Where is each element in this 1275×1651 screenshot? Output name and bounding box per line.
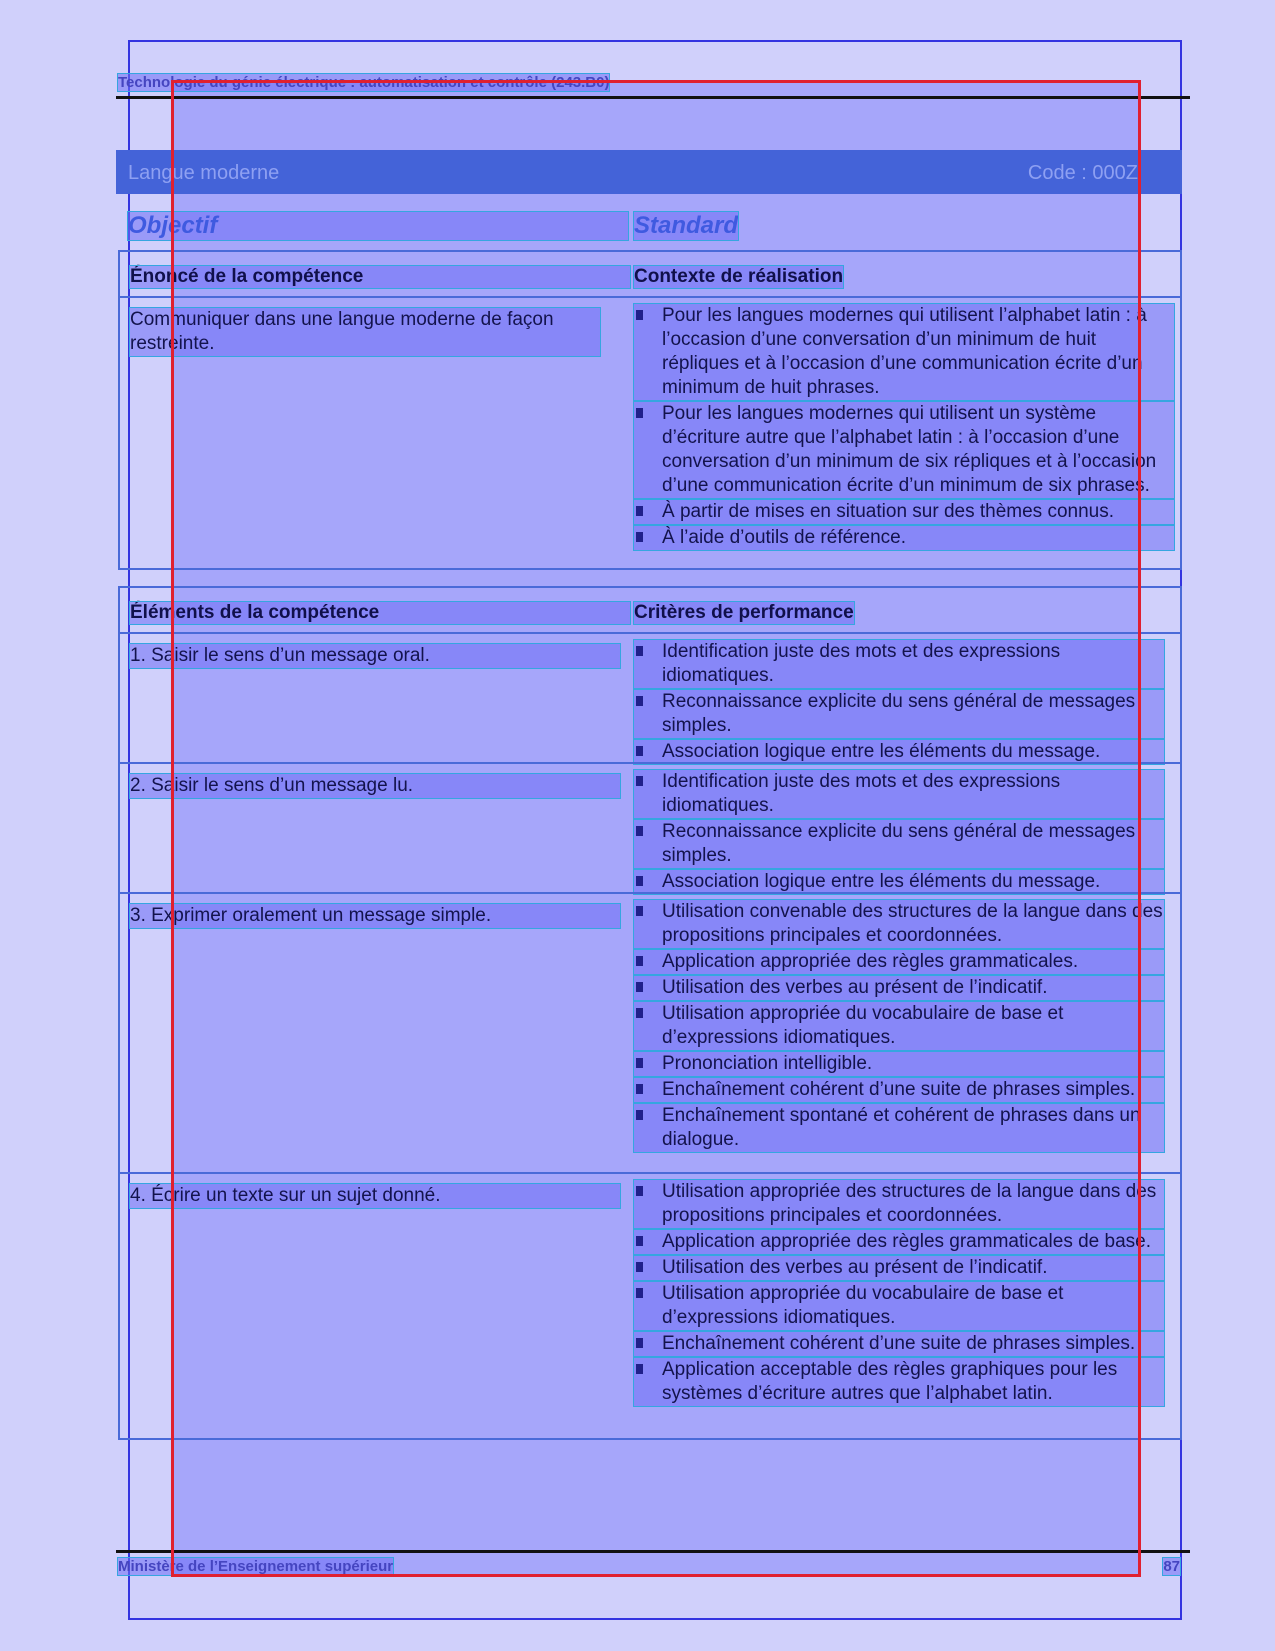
criteria-list-3	[634, 900, 1164, 1154]
list-item-text: Association logique entre les éléments du message.	[662, 741, 1101, 762]
bullet-icon	[636, 956, 643, 966]
list-item-text: Utilisation des verbes au présent de l’indicatif.	[662, 1257, 1048, 1278]
list-item-text: Application acceptable des règles graphiques pour les systèmes d’écriture autres que l’alphabet latin.	[662, 1359, 1118, 1404]
element-1: 1. Saisir le sens d’un message oral.	[130, 644, 620, 668]
list-item	[634, 1002, 1164, 1050]
running-header: Technologie du génie électrique : automatisation et contrôle (243.B0)	[118, 74, 610, 91]
criteria-heading: Critères de performance	[634, 602, 854, 623]
list-item	[634, 976, 1164, 1000]
list-item	[634, 526, 1174, 550]
bullet-icon	[636, 906, 643, 916]
elements-row-divider	[120, 632, 1180, 634]
list-item	[634, 1230, 1164, 1254]
list-item	[634, 402, 1174, 498]
list-item-text: Enchaînement cohérent d’une suite de phrases simples.	[662, 1079, 1136, 1100]
elements-heading: Éléments de la compétence	[130, 602, 630, 624]
objectif-label: Objectif	[128, 212, 628, 240]
list-item	[634, 900, 1164, 948]
bullet-icon	[636, 310, 643, 320]
list-item	[634, 740, 1164, 764]
list-item-text: Identification juste des mots et des expressions idiomatiques.	[662, 641, 1061, 686]
subject-title: Langue moderne	[128, 162, 280, 184]
list-item-text: Identification juste des mots et des expressions idiomatiques.	[662, 771, 1061, 816]
bullet-icon	[636, 1110, 643, 1120]
list-item	[634, 690, 1164, 738]
criteria-list-2	[634, 770, 1164, 896]
list-item	[634, 820, 1164, 868]
list-item-text: Pour les langues modernes qui utilisent un système d’écriture autre que l’alphabet latin : à l’occasion d’une conversation d’un minimum de six répliques et à l’occasion d’une communication écrite d’un minimum de six phrases.	[662, 403, 1157, 496]
list-item-text: Reconnaissance explicite du sens général de messages simples.	[662, 691, 1136, 736]
list-item-text: À l’aide d’outils de référence.	[662, 527, 906, 548]
list-item	[634, 1282, 1164, 1330]
context-heading: Contexte de réalisation	[634, 266, 844, 287]
list-item	[634, 1180, 1164, 1228]
list-item	[634, 1358, 1164, 1406]
bullet-icon	[636, 1186, 643, 1196]
bullet-icon	[636, 646, 643, 656]
bullet-icon	[636, 1262, 643, 1272]
list-item	[634, 770, 1164, 818]
bullet-icon	[636, 876, 643, 886]
bullet-icon	[636, 506, 643, 516]
bullet-icon	[636, 826, 643, 836]
list-item-text: Utilisation des verbes au présent de l’indicatif.	[662, 977, 1048, 998]
list-item-text: Association logique entre les éléments du message.	[662, 871, 1101, 892]
list-item-text: Enchaînement spontané et cohérent de phrases dans un dialogue.	[662, 1105, 1141, 1150]
list-item	[634, 950, 1164, 974]
criteria-list-1	[634, 640, 1164, 766]
list-item	[634, 1078, 1164, 1102]
header-divider	[116, 96, 1190, 99]
context-list	[634, 304, 1174, 552]
bullet-icon	[636, 1008, 643, 1018]
bullet-icon	[636, 532, 643, 542]
element-2: 2. Saisir le sens d’un message lu.	[130, 774, 620, 798]
footer-divider	[116, 1550, 1190, 1553]
enonce-heading: Énoncé de la compétence	[130, 266, 630, 288]
row-divider	[120, 762, 1180, 764]
list-item	[634, 640, 1164, 688]
bullet-icon	[636, 776, 643, 786]
bullet-icon	[636, 408, 643, 418]
list-item-text: Prononciation intelligible.	[662, 1053, 873, 1074]
course-code: Code : 000Z	[1027, 162, 1138, 184]
list-item	[634, 1256, 1164, 1280]
competence-statement: Communiquer dans une langue moderne de façon restreinte.	[130, 308, 600, 356]
bullet-icon	[636, 696, 643, 706]
bullet-icon	[636, 1288, 643, 1298]
bullet-icon	[636, 982, 643, 992]
element-3: 3. Exprimer oralement un message simple.	[130, 904, 620, 928]
list-item-text: À partir de mises en situation sur des thèmes connus.	[662, 501, 1115, 522]
bullet-icon	[636, 1338, 643, 1348]
list-item-text: Utilisation convenable des structures de la langue dans des propositions principales et coordonnées.	[662, 901, 1163, 946]
standard-label: Standard	[634, 212, 739, 239]
criteria-list-4	[634, 1180, 1164, 1408]
enonce-table	[118, 250, 1182, 570]
list-item-text: Pour les langues modernes qui utilisent l’alphabet latin : à l’occasion d’une conversation d’un minimum de huit répliques et à l’occasion d’une communication écrite d’un minimum de huit phrases.	[662, 305, 1147, 398]
elements-table	[118, 586, 1182, 1440]
bullet-icon	[636, 1364, 643, 1374]
list-item	[634, 304, 1174, 400]
bullet-icon	[636, 1084, 643, 1094]
list-item-text: Utilisation appropriée des structures de la langue dans des propositions principales et coordonnées.	[662, 1181, 1157, 1226]
list-item-text: Application appropriée des règles grammaticales de base.	[662, 1231, 1151, 1252]
list-item	[634, 1332, 1164, 1356]
footer-ministry: Ministère de l’Enseignement supérieur	[118, 1558, 394, 1575]
row-divider	[120, 1172, 1180, 1174]
list-item-text: Reconnaissance explicite du sens général de messages simples.	[662, 821, 1136, 866]
bullet-icon	[636, 746, 643, 756]
list-item-text: Application appropriée des règles grammaticales.	[662, 951, 1079, 972]
list-item	[634, 500, 1174, 524]
enonce-row-divider	[120, 296, 1180, 298]
list-item	[634, 870, 1164, 894]
element-4: 4. Écrire un texte sur un sujet donné.	[130, 1184, 620, 1208]
row-divider	[120, 892, 1180, 894]
list-item-text: Utilisation appropriée du vocabulaire de base et d’expressions idiomatiques.	[662, 1003, 1064, 1048]
list-item	[634, 1052, 1164, 1076]
list-item	[634, 1104, 1164, 1152]
page-number: 87	[1163, 1558, 1180, 1575]
title-bar	[116, 150, 1182, 194]
bullet-icon	[636, 1236, 643, 1246]
list-item-text: Enchaînement cohérent d’une suite de phrases simples.	[662, 1333, 1136, 1354]
bullet-icon	[636, 1058, 643, 1068]
list-item-text: Utilisation appropriée du vocabulaire de base et d’expressions idiomatiques.	[662, 1283, 1064, 1328]
